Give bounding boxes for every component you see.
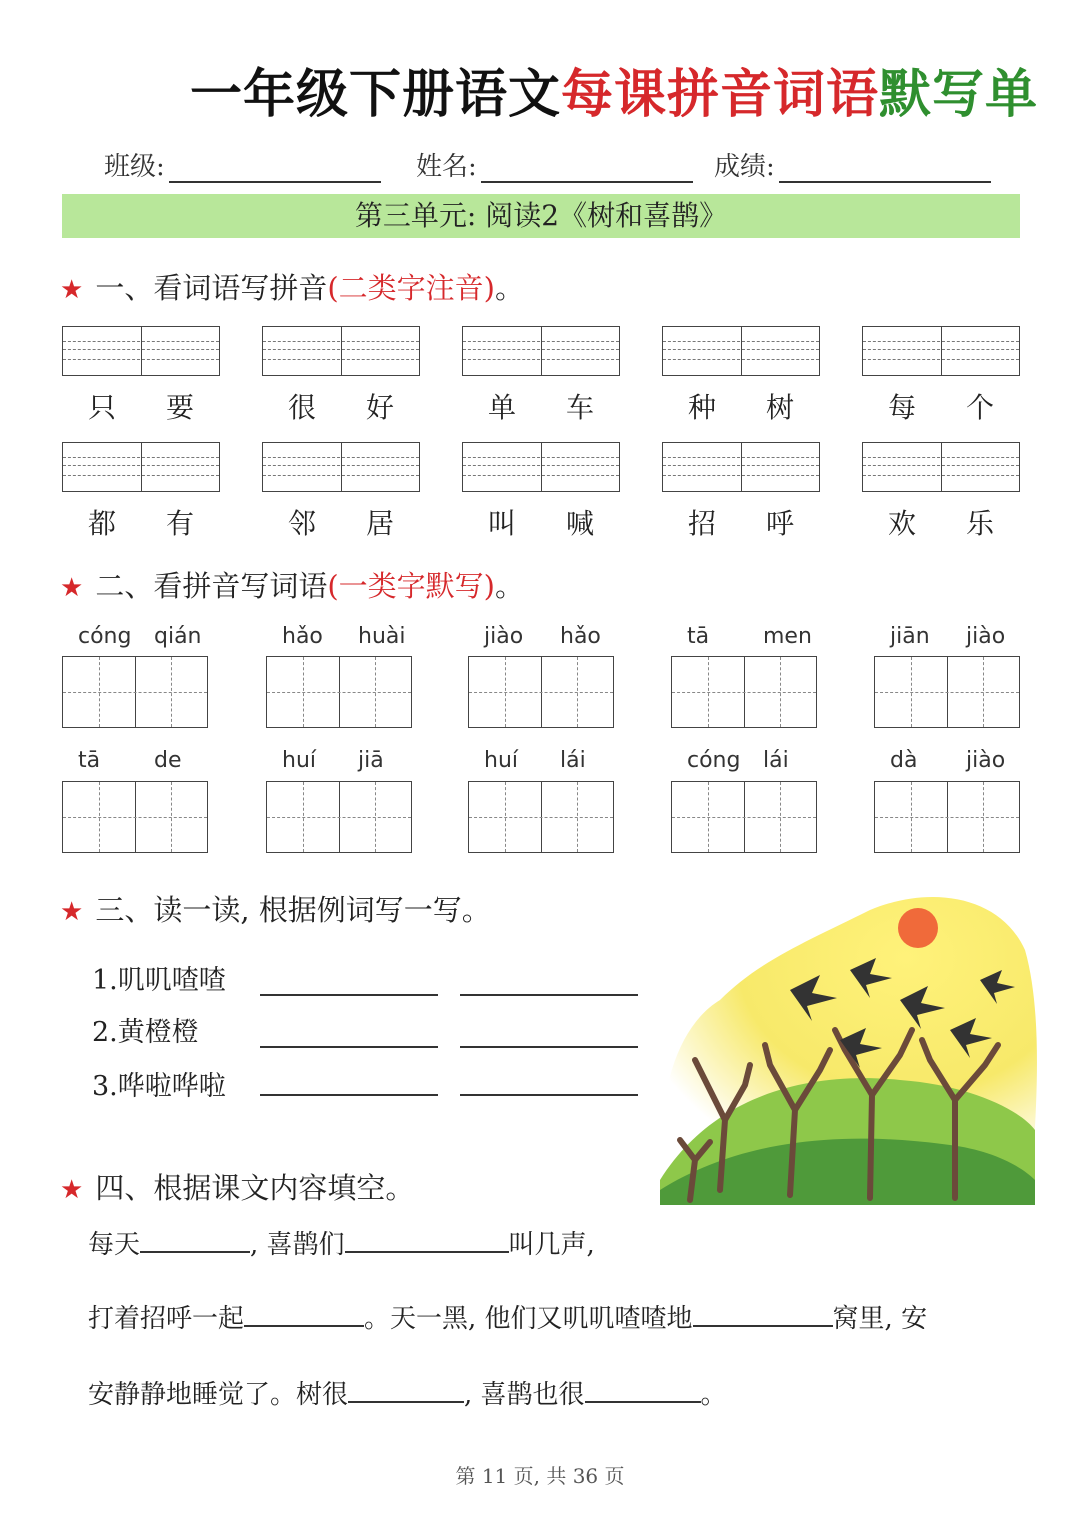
word-char: 只 — [88, 391, 117, 424]
character-writing-box[interactable] — [671, 656, 817, 728]
answer-blank[interactable] — [460, 1044, 638, 1048]
example-item-1: 1.叽叽喳喳 — [92, 965, 226, 996]
word-char: 车 — [566, 391, 595, 424]
answer-blank[interactable] — [460, 1092, 638, 1096]
fill-blank[interactable] — [348, 1377, 464, 1403]
pinyin-label: jiào — [966, 624, 1006, 649]
fill-line-2 — [88, 1298, 927, 1335]
section3-heading — [60, 888, 491, 929]
pinyin-box[interactable] — [462, 442, 620, 492]
page-footer: 第 11 页, 共 36 页 — [455, 1464, 625, 1488]
pinyin-label: qián — [154, 624, 202, 649]
score-label: 成绩: — [714, 152, 775, 182]
example-item-2: 2.黄橙橙 — [92, 1017, 199, 1048]
word-char: 好 — [366, 391, 395, 424]
fill-blank[interactable] — [244, 1301, 364, 1327]
pinyin-box[interactable] — [662, 326, 820, 376]
character-writing-box[interactable] — [468, 781, 614, 853]
page-title — [190, 52, 1038, 127]
section4-title: 四、根据课文内容填空。 — [95, 1171, 415, 1205]
pinyin-label: tā — [687, 624, 710, 649]
section1-heading — [60, 266, 524, 307]
pinyin-box[interactable] — [62, 442, 220, 492]
pinyin-label: dà — [890, 748, 918, 773]
answer-blank[interactable] — [260, 992, 438, 996]
star-icon: ★ — [60, 1175, 84, 1205]
word-char: 要 — [166, 391, 195, 424]
fill-text: 窝里, 安 — [832, 1304, 928, 1334]
character-writing-box[interactable] — [874, 656, 1020, 728]
title-part2: 每课拼音词语 — [561, 65, 880, 125]
word-char: 叫 — [488, 507, 517, 540]
word-char: 有 — [166, 507, 195, 540]
section2-note: (一类字默写) — [327, 569, 495, 603]
word-char: 个 — [966, 391, 995, 424]
character-writing-box[interactable] — [874, 781, 1020, 853]
fill-blank[interactable] — [345, 1227, 509, 1253]
fill-text: , 喜鹊也很 — [464, 1380, 585, 1410]
section3-title: 三、读一读, 根据例词写一写。 — [95, 893, 491, 927]
fill-blank[interactable] — [140, 1227, 250, 1253]
fill-blank[interactable] — [693, 1301, 833, 1327]
answer-blank[interactable] — [260, 1092, 438, 1096]
fill-text: 。 — [700, 1380, 727, 1410]
pinyin-label: hǎo — [282, 624, 323, 649]
fill-text: , 喜鹊们 — [250, 1230, 345, 1260]
score-blank[interactable] — [779, 153, 991, 183]
example-item-3: 3.哗啦哗啦 — [92, 1071, 226, 1102]
character-writing-box[interactable] — [671, 781, 817, 853]
section2-end: 。 — [494, 569, 524, 603]
pinyin-label: huí — [282, 748, 316, 773]
name-field — [416, 146, 693, 183]
class-blank[interactable] — [169, 153, 381, 183]
word-char: 单 — [488, 391, 517, 424]
pinyin-box[interactable] — [462, 326, 620, 376]
pinyin-label: jiào — [966, 748, 1006, 773]
pinyin-box[interactable] — [662, 442, 820, 492]
star-icon: ★ — [60, 897, 84, 927]
character-writing-box[interactable] — [468, 656, 614, 728]
pinyin-box[interactable] — [62, 326, 220, 376]
section2-heading — [60, 564, 524, 605]
fill-text: 每天 — [88, 1230, 141, 1260]
star-icon: ★ — [60, 573, 84, 603]
pinyin-label: cóng — [78, 624, 132, 649]
fill-text: 叫几声, — [508, 1230, 595, 1260]
character-writing-box[interactable] — [62, 656, 208, 728]
word-char: 种 — [688, 391, 717, 424]
fill-text: 打着招呼一起 — [88, 1304, 245, 1334]
pinyin-label: huí — [484, 748, 518, 773]
fill-text: 。天一黑, 他们又叽叽喳喳地 — [364, 1304, 693, 1334]
tree-magpie-illustration — [650, 880, 1040, 1210]
title-part1: 一年级下册语文 — [190, 65, 562, 125]
pinyin-label: men — [763, 624, 812, 649]
word-char: 很 — [288, 391, 317, 424]
word-char: 树 — [766, 391, 795, 424]
pinyin-label: lái — [763, 748, 789, 773]
pinyin-label: de — [154, 748, 182, 773]
word-char: 都 — [88, 507, 117, 540]
pinyin-box[interactable] — [262, 442, 420, 492]
pinyin-box[interactable] — [262, 326, 420, 376]
pinyin-label: lái — [560, 748, 586, 773]
word-char: 欢 — [888, 507, 917, 540]
pinyin-label: jiào — [484, 624, 524, 649]
pinyin-box[interactable] — [862, 442, 1020, 492]
pinyin-label: huài — [358, 624, 406, 649]
word-char: 喊 — [566, 507, 595, 540]
pinyin-label: tā — [78, 748, 101, 773]
class-field — [104, 146, 381, 183]
character-writing-box[interactable] — [266, 656, 412, 728]
pinyin-label: jiān — [890, 624, 930, 649]
fill-line-3 — [88, 1374, 727, 1411]
fill-text: 安静静地睡觉了。树很 — [88, 1380, 349, 1410]
character-writing-box[interactable] — [62, 781, 208, 853]
pinyin-label: hǎo — [560, 624, 601, 649]
section1-end: 。 — [494, 271, 524, 305]
section1-title: 一、看词语写拼音 — [95, 271, 328, 305]
word-char: 呼 — [766, 507, 795, 540]
word-char: 乐 — [966, 507, 995, 540]
character-writing-box[interactable] — [266, 781, 412, 853]
fill-blank[interactable] — [585, 1377, 701, 1403]
answer-blank[interactable] — [460, 992, 638, 996]
word-char: 居 — [366, 507, 395, 540]
word-char: 每 — [888, 391, 917, 424]
answer-blank[interactable] — [260, 1044, 438, 1048]
section4-heading — [60, 1166, 414, 1207]
section1-note: (二类字注音) — [327, 271, 495, 305]
class-label: 班级: — [104, 152, 165, 182]
unit-banner: 第三单元: 阅读2《树和喜鹊》 — [62, 194, 1020, 238]
pinyin-label: cóng — [687, 748, 741, 773]
score-field — [714, 146, 991, 183]
title-part3: 默写单 — [879, 65, 1039, 125]
name-blank[interactable] — [481, 153, 693, 183]
star-icon: ★ — [60, 275, 84, 305]
section2-title: 二、看拼音写词语 — [95, 569, 328, 603]
word-char: 邻 — [288, 507, 317, 540]
name-label: 姓名: — [416, 152, 477, 182]
fill-line-1 — [88, 1224, 595, 1261]
word-char: 招 — [688, 507, 717, 540]
pinyin-box[interactable] — [862, 326, 1020, 376]
pinyin-label: jiā — [358, 748, 384, 773]
